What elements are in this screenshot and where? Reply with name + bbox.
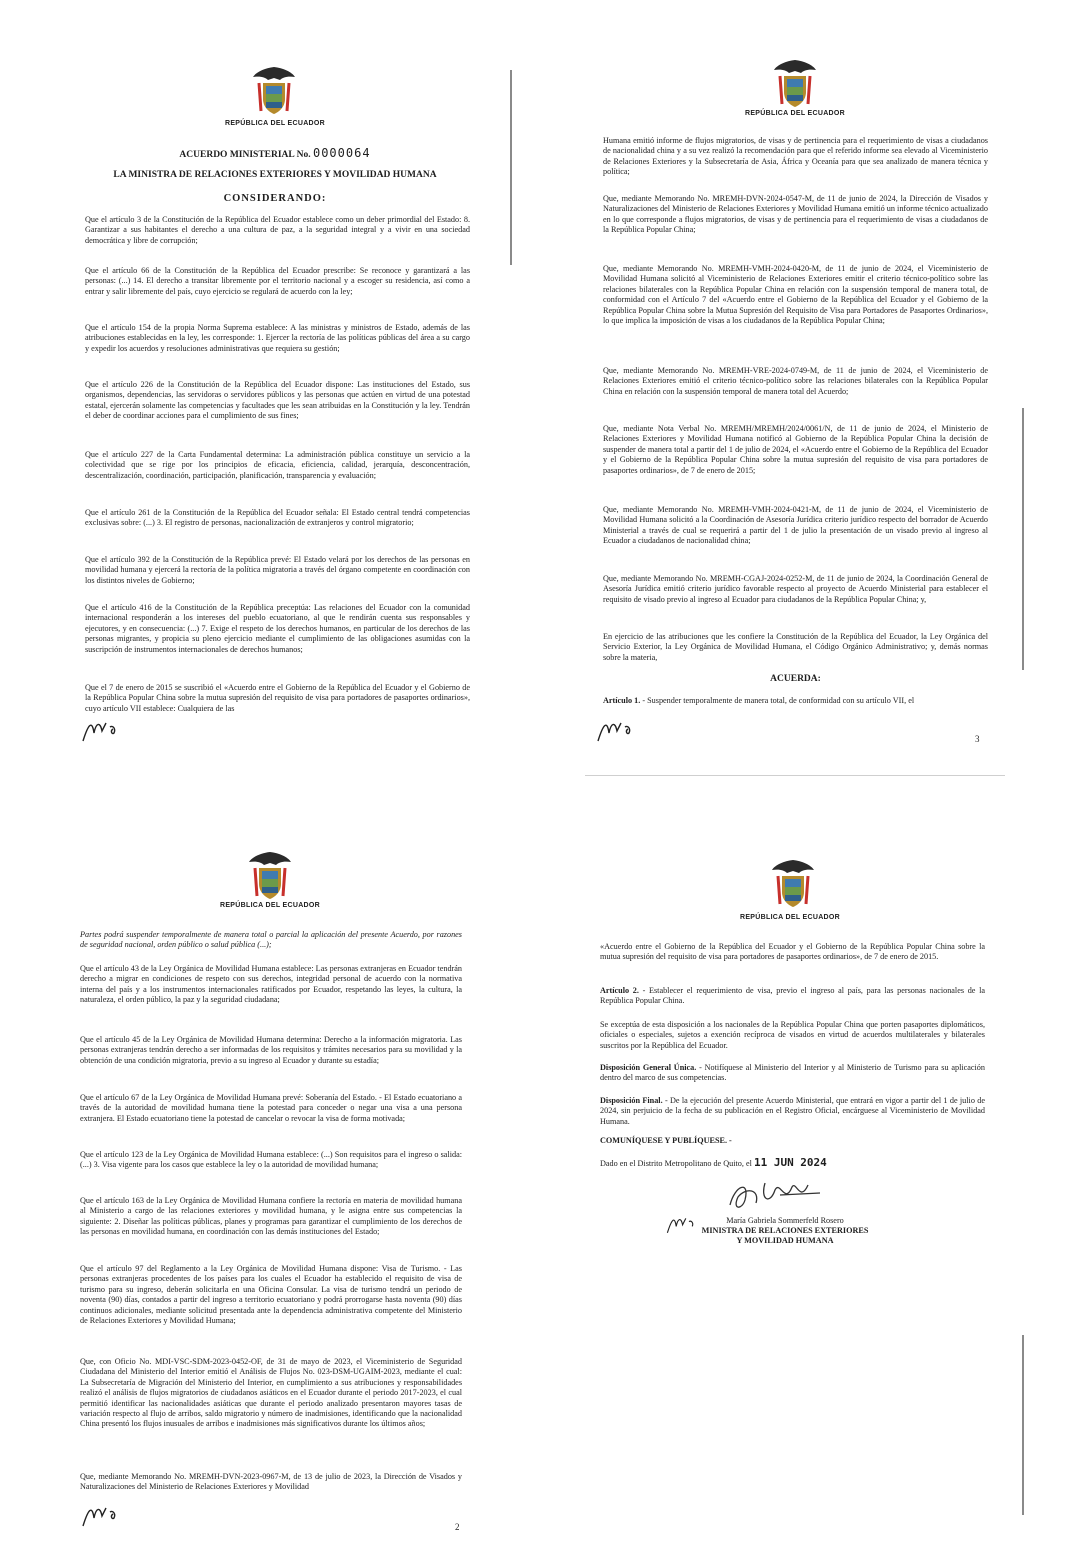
- final-disposition: [600, 1096, 985, 1127]
- document-page-1: [60, 50, 485, 760]
- paragraph: Que el artículo 67 de la Ley Orgánica de Movilidad Humana prevé: Soberanía del Estado. - El Estado ecuatoriano a través de la autoridad de movilidad humana tiene la potestad para conceder o negar una visa a una persona extranjera. El Estado ecuatoriano tiene la potestad de cancelar o revocar la visa de forma motivada;: [80, 1093, 462, 1123]
- paragraph: Que el artículo 227 de la Carta Fundamental determina: La administración pública constituye un servicio a la colectividad que se rige por los principios de eficacia, eficiencia, calidad, jerarquía, desconcentración, descentralización, coordinación, participación, planificación, transparencia y evaluación;: [85, 450, 470, 480]
- comuniquese: COMUNÍQUESE Y PUBLÍQUESE. -: [600, 1136, 732, 1145]
- paragraph: Que el artículo 226 de la Constitución de la República del Ecuador dispone: Las instituciones del Estado, sus organismos, dependencias, las servidoras o servidores públicos y las personas que actúen en virtud de una potestad estatal, ejercerán solamente las competencias y facultades que les sean atribuidas en la Constitución y la ley. Tendrán el deber de coordinar acciones para el cumplimiento de sus fines;: [85, 380, 470, 421]
- general-disposition-text: - Notifíquese al Ministerio del Interior y al Ministerio de Turismo para su aplicación dentro del marco de sus competencias.: [600, 1063, 985, 1083]
- paragraph: Que, con Oficio No. MDI-VSC-SDM-2023-0452-OF, de 31 de mayo de 2023, el Viceministerio de Seguridad Ciudadana del Ministerio del Interior emitió el Análisis de Flujos No. 023-DSM-UGAIM-2023, mediante el cual: La Subsecretaría de Migración del Ministerio del Interior, en cumplimiento a sus atribuciones y responsabilidades realizó el análisis de flujos migratorios de ciudadanos asiáticos en el Ecuador durante el periodo 2017-2023, el cual permitió identificar las nacionalidades asiáticas que durante el periodo analizado presentaron mayores tasas de variación respecto al flujo de arribos, saldo migratorio y número de inadmisiones, identificando que la nacionalidad China presentó los flujos inusuales de arribos e inadmisiones más significativos durante los últimos años;: [80, 1357, 462, 1429]
- paragraph: Que el artículo 97 del Reglamento a la Ley Orgánica de Movilidad Humana dispone: Visa de Turismo. - Las personas extranjeras procedentes de los países para los cuales el Ecuador ha establecido el requisito de visa de turismo para su ingreso, deberán solicitarla en una Oficina Consular. La visa de turismo tendrá un periodo de noventa (90) días, contados a partir del ingreso a territorio ecuatoriano y podrá prorrogarse hasta noventa (90) días continuos adicionales, mediante solicitud presentada ante la dependencia administrativa competente del Ministerio de Relaciones Exteriores y Movilidad Humana;: [80, 1264, 462, 1326]
- paragraph: Partes podrá suspender temporalmente de manera total o parcial la aplicación del presente Acuerdo, por razones de seguridad nacional, orden público o salud pública (...);: [80, 930, 462, 950]
- initials-signature-icon: [80, 1500, 130, 1530]
- signature-icon: [720, 1175, 840, 1220]
- paragraph: Que el artículo 3 de la Constitución de la República del Ecuador establece como un deber primordial del Estado: 8. Garantizar a sus habitantes el derecho a una cultura de paz, a la seguridad integral y a vivir en una sociedad democrática y libre de corrupción;: [85, 215, 470, 245]
- acuerda-heading: ACUERDA:: [770, 674, 821, 684]
- paragraph: Que el artículo 163 de la Ley Orgánica de Movilidad Humana confiere la rectoría en materia de movilidad humana al Ministerio a cargo de las relaciones exteriores y movilidad humana, y le asigna entre sus competencias la siguiente: 2. Diseñar las políticas públicas, planes y programas para garantizar el cumplimiento de los derechos de las personas en movilidad humana, en coordinación con las demás instituciones del Estado;: [80, 1196, 462, 1237]
- paragraph: Que el artículo 261 de la Constitución de la República del Ecuador señala: El Estado central tendrá competencias exclusivas sobre: (...) 3. El registro de personas, nacionalización de extranjeros y control migratorio;: [85, 508, 470, 528]
- final-disposition-label: Disposición Final.: [600, 1096, 663, 1105]
- coat-of-arms-icon: [247, 850, 293, 902]
- paragraph: Que, mediante Memorando No. MREMH-VMH-2024-0421-M, de 11 de junio de 2024, el Viceministerio de Movilidad Humana solicitó a la Coordinación de Asesoría Jurídica criterio jurídico respecto del borrador de Acuerdo Ministerial a través de cual se requerirá a partir del 1 de julio la presentación de un visado previo al ingreso al Ecuador a ciudadanos de nacionalidad china;: [603, 505, 988, 546]
- dated-line: [600, 1158, 985, 1169]
- general-disposition-label: Disposición General Única.: [600, 1063, 697, 1072]
- paragraph: Que el artículo 43 de la Ley Orgánica de Movilidad Humana establece: Las personas extranjeras en Ecuador tendrán derecho a migrar en condiciones de respeto con sus derechos, integridad personal de acuerdo con la normativa interna del país y a los instrumentos internacionales ratificados por Ecuador, respetando las leyes, la cultura, la naturaleza, el orden público, la paz y la seguridad ciudadana;: [80, 964, 462, 1005]
- page-number: 3: [975, 734, 980, 744]
- paragraph: Que, mediante Memorando No. MREMH-CGAJ-2024-0252-M, de 11 de junio de 2024, la Coordinación General de Asesoría Jurídica emitió criterio jurídico favorable respecto al proyecto de Acuerdo Ministerial para establecer el requisito de visado previo al ingreso al Ecuador para ciudadanos de la República Popular China; y,: [603, 574, 988, 604]
- paragraph: Que el artículo 154 de la propia Norma Suprema establece: A las ministras y ministros de Estado, además de las atribuciones establecidas en la ley, les corresponde: 1. Ejercer la rectoría de las políticas públicas del área a su cargo y expedir los acuerdos y resoluciones administrativas que requiera su gestión;: [85, 323, 470, 353]
- acuerdo-number: 0000064: [312, 146, 371, 160]
- paragraph: Que, mediante Nota Verbal No. MREMH/MREMH/2024/0061/N, de 11 de junio de 2024, el Ministerio de Relaciones Exteriores y Movilidad Humana notificó al Gobierno de la República Popular China la decisión de suspender de manera total a partir del 1 de julio de 2024, el «Acuerdo entre el Gobierno de la República del Ecuador y el Gobierno de la República Popular China sobre la mutua supresión del requisito de visa para portadores de pasaportes ordinarios», de 7 de enero de 2015;: [603, 424, 988, 475]
- dado-text: Dado en el Distrito Metropolitano de Quito, el: [600, 1159, 752, 1168]
- signer-title: MINISTRA DE RELACIONES EXTERIORES: [701, 1226, 869, 1235]
- paragraph: Que el artículo 123 de la Ley Orgánica de Movilidad Humana establece: (...) Son requisitos para el ingreso o salida: (...) 3. Visa vigente para los casos que establece la ley o la autoridad de movilidad humana;: [80, 1150, 462, 1170]
- acuerdo-label: ACUERDO MINISTERIAL No.: [179, 150, 311, 160]
- republic-label: REPÚBLICA DEL ECUADOR: [219, 902, 321, 909]
- article-2: [600, 986, 985, 1007]
- scrollbar[interactable]: [1022, 408, 1024, 670]
- paragraph: Que el 7 de enero de 2015 se suscribió el «Acuerdo entre el Gobierno de la República del Ecuador y el Gobierno de la República Popular China sobre la mutua supresión del requisito de visa para portadores de pasaportes ordinarios», cuyo artículo VII establece: Cualquiera de las: [85, 683, 470, 713]
- general-disposition: [600, 1063, 985, 1084]
- article-1-text: - Suspender temporalmente de manera total, de conformidad con su artículo VII, el: [640, 696, 915, 705]
- scrollbar[interactable]: [510, 70, 512, 265]
- scrollbar[interactable]: [1022, 1335, 1024, 1515]
- paragraph: En ejercicio de las atribuciones que les confiere la Constitución de la República del Ecuador, la Ley Orgánica del Servicio Exterior, la Ley Orgánica de Movilidad Humana, el Código Orgánico Administrativo; y, demás normas sobre la materia,: [603, 632, 988, 662]
- coat-of-arms-icon: [770, 858, 816, 910]
- acuerdo-title: [80, 146, 470, 160]
- paragraph: Que el artículo 66 de la Constitución de la República del Ecuador prescribe: Se reconoce y garantizará a las personas: (...) 14. El derecho a transitar libremente por el territorio nacional y a escoger su residencia, así como a entrar y salir libremente del país, cuyo ejercicio se regulará de acuerdo con la ley;: [85, 266, 470, 296]
- article-1: [603, 696, 988, 706]
- republic-label: REPÚBLICA DEL ECUADOR: [744, 110, 846, 117]
- paragraph: Humana emitió informe de flujos migratorios, de visas y de pertinencia para el requerimiento de visas a ciudadanos de nacionalidad china y a su vez realizó la recomendación para que el referido informe sea elevado al Viceministerio de Relaciones Exteriores y la Subsecretaría de Asia, África y Oceanía para que sea analizado de manera técnica y política;: [603, 136, 988, 177]
- final-disposition-text: - De la ejecución del presente Acuerdo Ministerial, que entrará en vigor a partir del 1 de julio de 2024, sin perjuicio de la fecha de su publicación en el Registro Oficial, encárguese al Viceministerio de Movilidad Humana.: [600, 1096, 985, 1126]
- document-page-2: [75, 840, 475, 1535]
- initials-signature-icon: [80, 715, 130, 745]
- paragraph: Que, mediante Memorando No. MREMH-DVN-2023-0967-M, de 13 de julio de 2023, la Dirección de Visados y Naturalizaciones del Ministerio de Relaciones Exteriores y Movilidad: [80, 1472, 462, 1492]
- coat-of-arms-icon: [772, 58, 818, 110]
- ministry-heading: LA MINISTRA DE RELACIONES EXTERIORES Y MOVILIDAD HUMANA: [113, 170, 437, 180]
- document-page-4: [590, 840, 1000, 1260]
- paragraph: Que el artículo 416 de la Constitución de la República preceptúa: Las relaciones del Ecuador con la comunidad internacional responderán a los intereses del pueblo ecuatoriano, al que le rendirán cuenta sus responsables y ejecutores, y en consecuencia: (...) 7. Exige el respeto de los derechos humanos, en particular de los derechos de las personas migrantes, y propicia su pleno ejercicio mediante el cumplimiento de las obligaciones asumidas con la suscripción de instrumentos internacionales de derechos humanos;: [85, 603, 470, 654]
- exception-paragraph: Se exceptúa de esta disposición a los nacionales de la República Popular China que porten pasaportes diplomáticos, oficiales o especiales, sujetos a exención recíproca de visados en virtud de acuerdos multilaterales y bilaterales suscritos por la República del Ecuador.: [600, 1020, 985, 1050]
- republic-label: REPÚBLICA DEL ECUADOR: [224, 120, 326, 127]
- article-2-label: Artículo 2.: [600, 986, 639, 995]
- document-page-3: [585, 50, 1005, 776]
- page-number: 2: [455, 1522, 460, 1532]
- considerando-heading: CONSIDERANDO:: [223, 193, 327, 204]
- date-stamp: 11 JUN 2024: [753, 1156, 827, 1169]
- signer-block: [655, 1216, 915, 1246]
- paragraph: Que el artículo 392 de la Constitución de la República prevé: El Estado velará por los derechos de las personas en movilidad humana y ejercerá la rectoría de la política migratoria a través del órgano competente en coordinación con los distintos niveles de Gobierno;: [85, 555, 470, 585]
- paragraph: Que, mediante Memorando No. MREMH-VMH-2024-0420-M, de 11 de junio de 2024, el Viceministerio de Movilidad Humana solicitó al Viceministerio de Relaciones Exteriores emitir el criterio técnico-político sobre las relaciones bilaterales con la República Popular China en relación con la suspensión temporal de manera total, de conformidad con el Artículo 7 del «Acuerdo entre el Gobierno de la República del Ecuador y el Gobierno de la República Popular China sobre la Mutua Supresión del Requisito de Visa para Portadores de Pasaportes Ordinarios», lo que implica la imposición de visas a los ciudadanos de la República Popular China;: [603, 264, 988, 326]
- paragraph: Que el artículo 45 de la Ley Orgánica de Movilidad Humana determina: Derecho a la información migratoria. Las personas extranjeras tendrán derecho a ser informadas de los requisitos y trámites necesarios para su movilidad y la obtención de una condición migratoria, previo a su ingreso al Ecuador y durante su estadía;: [80, 1035, 462, 1065]
- article-2-text: - Establecer el requerimiento de visa, previo el ingreso al país, para las personas nacionales de la República Popular China.: [600, 986, 985, 1006]
- paragraph: Que, mediante Memorando No. MREMH-VRE-2024-0749-M, de 11 de junio de 2024, el Viceministerio de Relaciones Exteriores emitió el criterio técnico-político sobre las relaciones bilaterales con la República Popular China en relación con la suspensión temporal de manera total del Acuerdo;: [603, 366, 988, 396]
- signer-name: María Gabriela Sommerfeld Rosero: [726, 1216, 844, 1225]
- paragraph: «Acuerdo entre el Gobierno de la República del Ecuador y el Gobierno de la República Popular China sobre la mutua supresión del requisito de visa para portadores de pasaportes ordinarios», de 7 de enero de 2015.: [600, 942, 985, 962]
- paragraph: Que, mediante Memorando No. MREMH-DVN-2024-0547-M, de 11 de junio de 2024, la Dirección de Visados y Naturalizaciones del Ministerio de Relaciones Exteriores y Movilidad Humana emitió un informe técnico actualizado en lo que corresponde a flujos migratorios, de visas y de pertinencia para el requerimiento de visas a ciudadanos de la República Popular China;: [603, 194, 988, 235]
- signer-title: Y MOVILIDAD HUMANA: [736, 1236, 834, 1245]
- coat-of-arms-icon: [251, 65, 297, 117]
- initials-signature-icon: [595, 715, 645, 745]
- republic-label: REPÚBLICA DEL ECUADOR: [739, 914, 841, 921]
- article-1-label: Artículo 1.: [603, 696, 641, 705]
